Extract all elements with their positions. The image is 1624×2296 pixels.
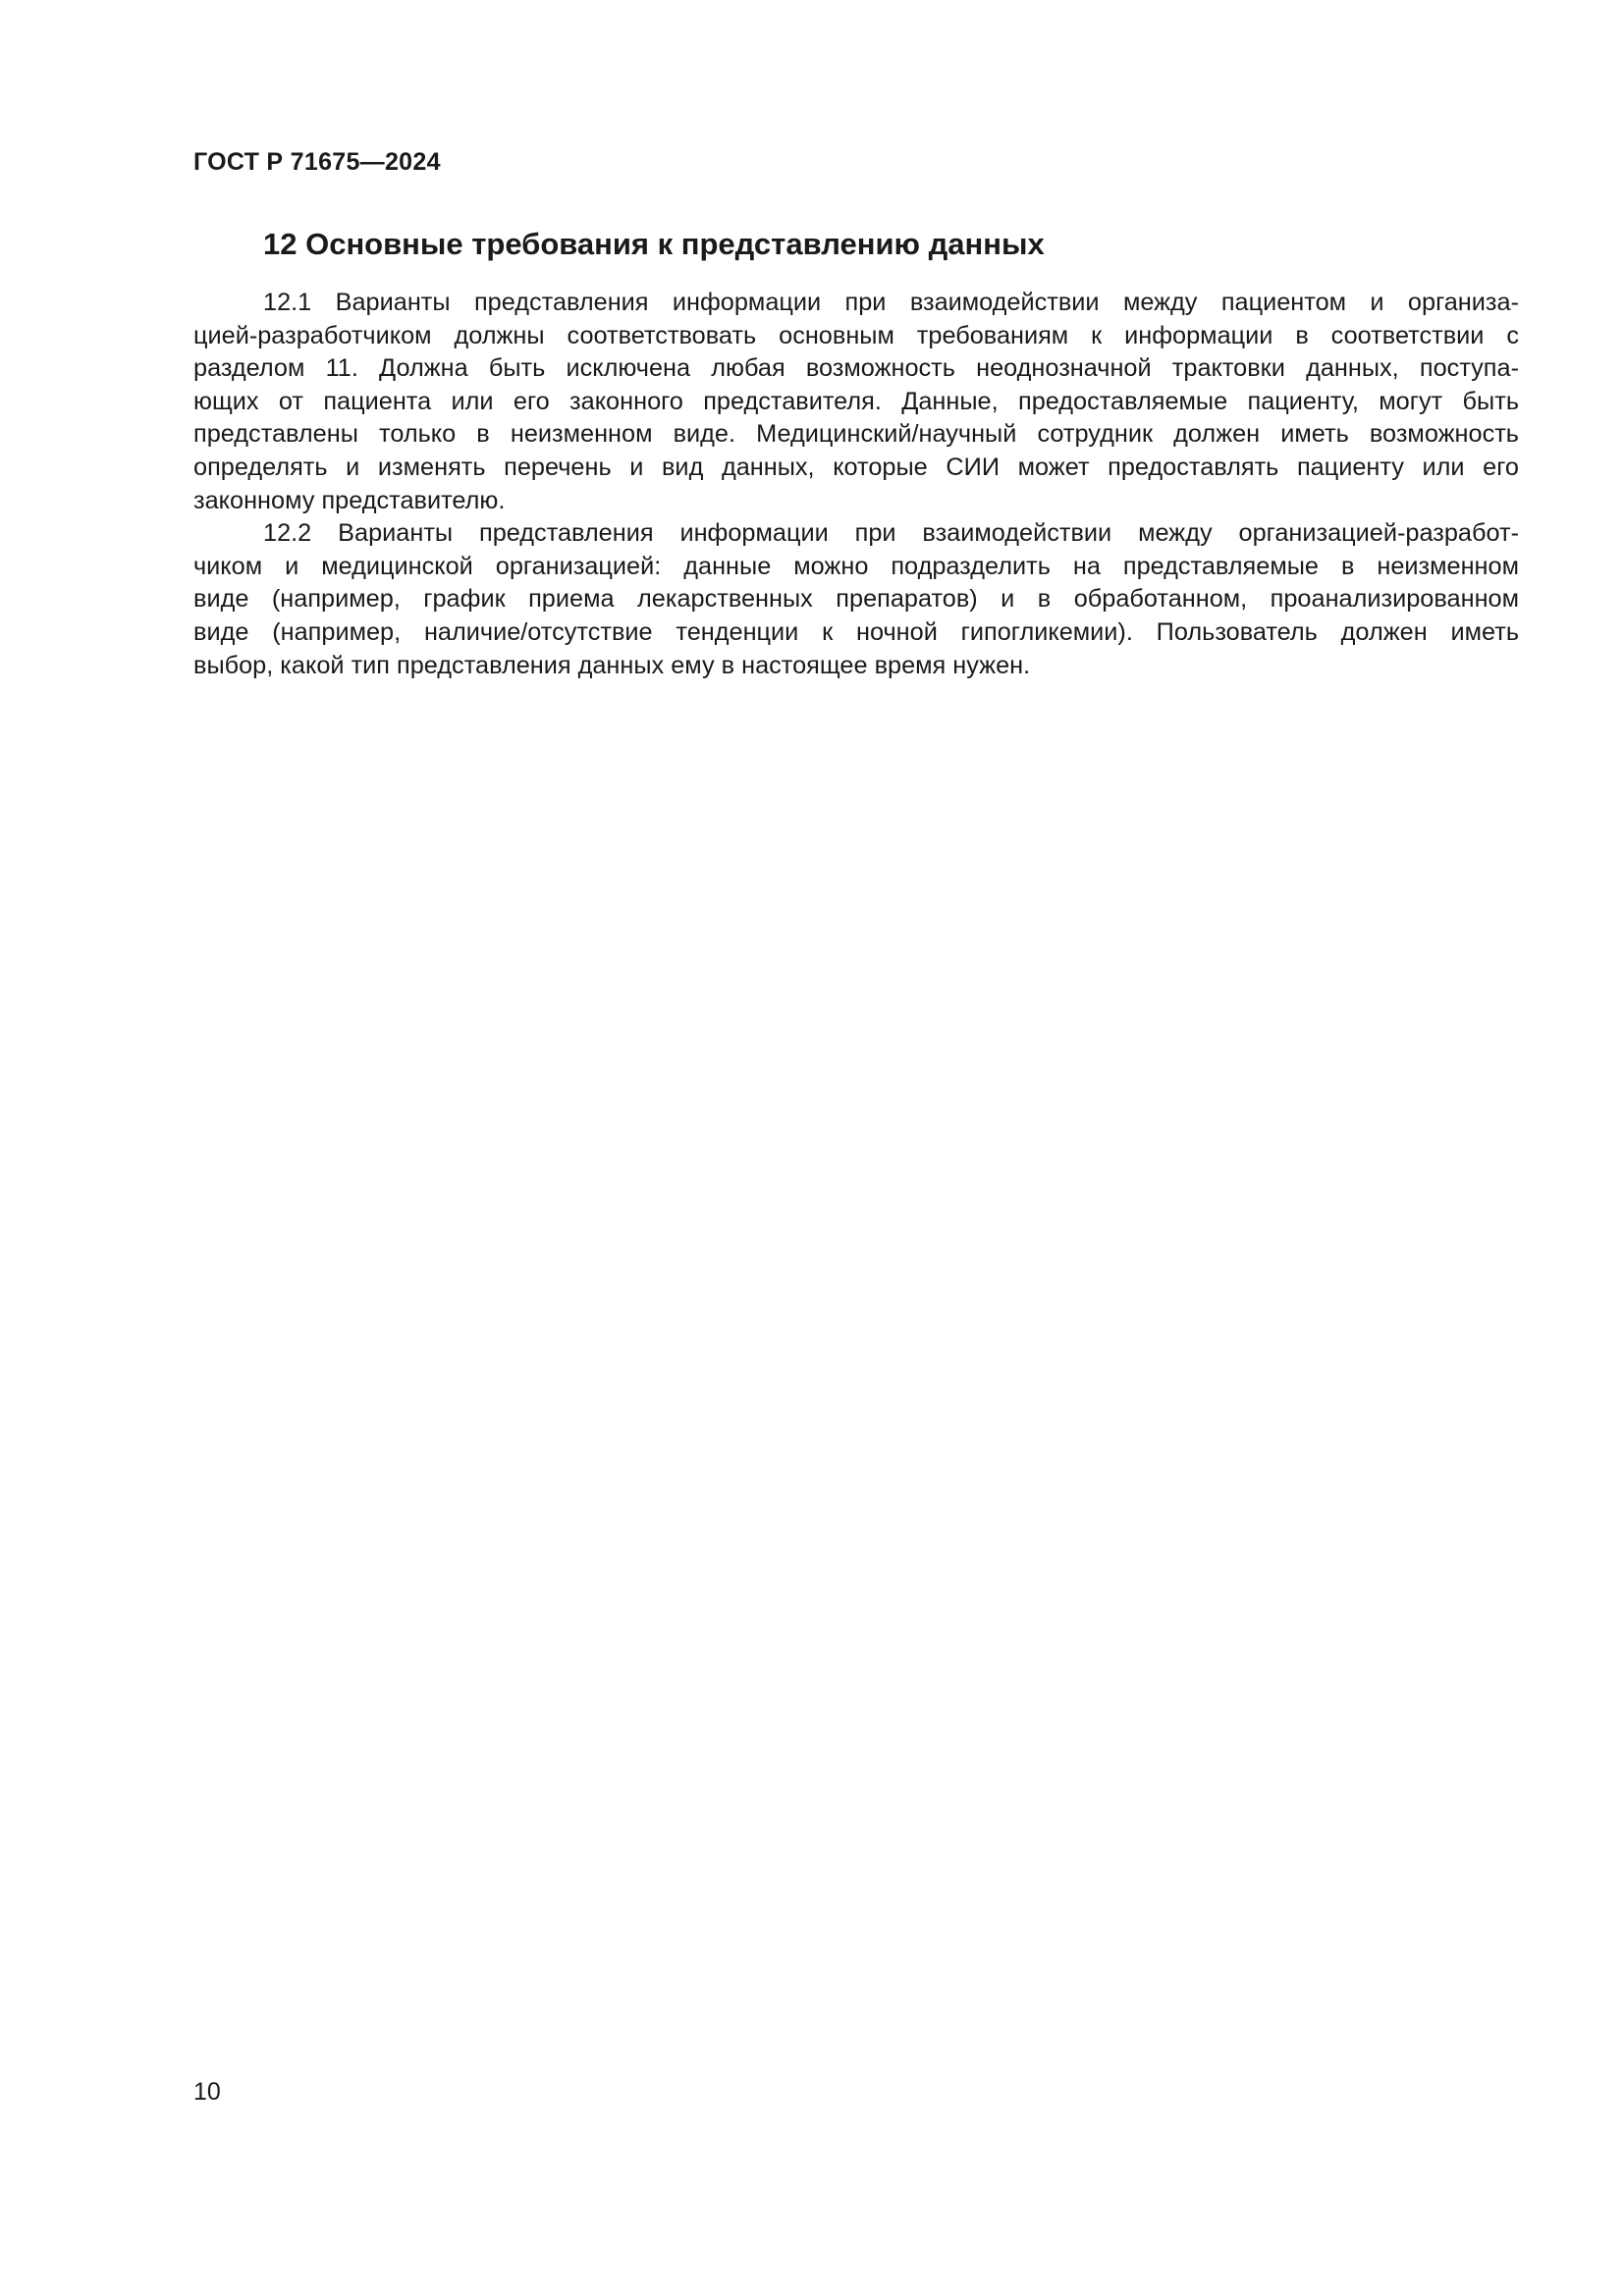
paragraph-line: выбор, какой тип представления данных ему в настоящее время нужен.	[193, 651, 1031, 679]
paragraph-line: чиком и медицинской организацией: данные можно подразделить на представляемые в неизменном	[193, 552, 1519, 580]
paragraph-line: виде (например, наличие/отсутствие тенденции к ночной гипогликемии). Пользователь должен иметь	[193, 617, 1519, 646]
paragraph-line: 12.1 Варианты представления информации при взаимодействии между пациентом и организа-	[263, 289, 1519, 316]
paragraph-line: 12.2 Варианты представления информации при взаимодействии между организацией-разработ-	[263, 519, 1519, 548]
document-header: ГОСТ Р 71675—2024	[193, 148, 441, 176]
section-heading: 12 Основные требования к представлению данных	[263, 227, 1045, 261]
paragraph-line: представлены только в неизменном виде. Медицинский/научный сотрудник должен иметь возможность	[193, 420, 1519, 449]
paragraph-12-2	[193, 517, 1519, 682]
paragraph-line: законному представителю.	[193, 486, 506, 514]
paragraph-line: виде (например, график приема лекарственных препаратов) и в обработанном, проанализированном	[193, 585, 1519, 614]
paragraph-12-1	[193, 287, 1519, 517]
paragraph-line: цией-разработчиком должны соответствовать основным требованиям к информации в соответствии с	[193, 321, 1519, 349]
paragraph-line: ющих от пациента или его законного представителя. Данные, предоставляемые пациенту, могут быть	[193, 387, 1519, 415]
paragraph-line: определять и изменять перечень и вид данных, которые СИИ может предоставлять пациенту или его	[193, 453, 1519, 481]
page-number: 10	[193, 2078, 221, 2106]
section-body	[193, 287, 1519, 682]
paragraph-line: разделом 11. Должна быть исключена любая возможность неоднозначной трактовки данных, поступа-	[193, 354, 1519, 383]
